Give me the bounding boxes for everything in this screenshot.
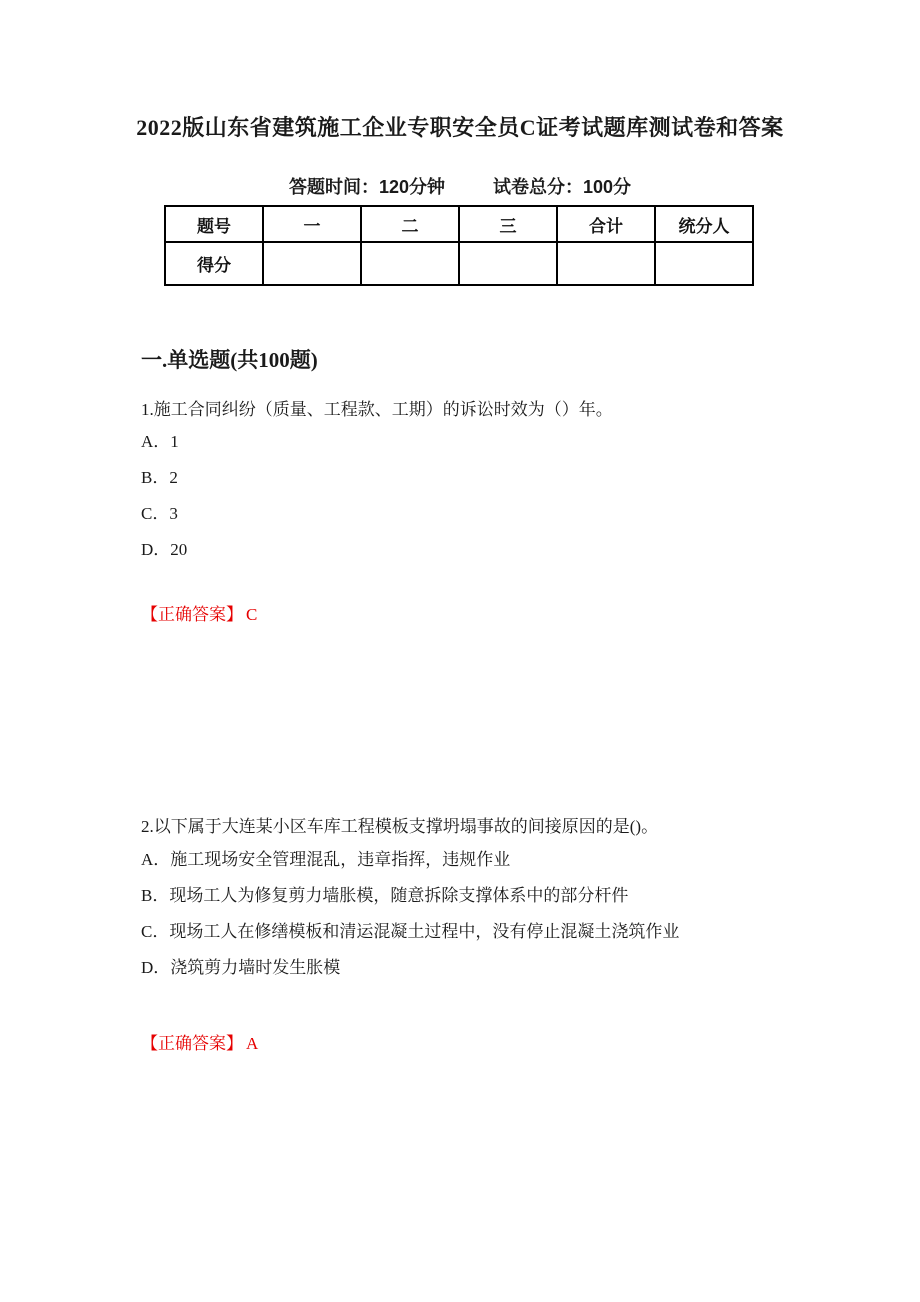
page-title: 2022版山东省建筑施工企业专职安全员C证考试题库测试卷和答案 [136,115,784,140]
question-2-answer-value: A [246,1034,259,1053]
score-table-header-total: 合计 [557,206,655,242]
score-cell-part2 [361,242,459,285]
score-row-label: 得分 [165,242,263,285]
question-1-answer-label: 【正确答案】 [141,605,243,624]
exam-total-score-label: 试卷总分：100分 [493,177,632,197]
exam-time-label: 答题时间：120分钟 [288,177,445,197]
score-table-header-question-col: 题号 [165,206,263,242]
exam-meta [0,173,920,199]
score-cell-scorer [655,242,753,285]
question-2-text: 2.以下属于大连某小区车库工程模板支撑坍塌事故的间接原因的是()。 [141,817,659,836]
question-1-text: 1.施工合同纠纷（质量、工程款、工期）的诉讼时效为（）年。 [141,400,613,419]
question-2-option-c: C．现场工人在修缮模板和清运混凝土过程中，没有停止混凝土浇筑作业 [141,922,680,941]
question-1-option-d: D．20 [141,540,188,559]
question-1-option-a: A．1 [141,432,179,451]
question-2-option-a: A．施工现场安全管理混乱，违章指挥，违规作业 [141,850,511,869]
question-2-option-b: B．现场工人为修复剪力墙胀模，随意拆除支撑体系中的部分杆件 [141,886,629,905]
score-cell-part1 [263,242,361,285]
score-table [164,205,754,286]
question-2-options [141,842,679,986]
score-table-header-part2: 二 [361,206,459,242]
score-table-header-scorer: 统分人 [655,206,753,242]
question-2-option-d: D．浇筑剪力墙时发生胀模 [141,958,341,977]
question-1-option-c: C．3 [141,504,178,523]
question-1-option-b: B．2 [141,468,178,487]
question-1-options [141,424,187,568]
score-cell-total [557,242,655,285]
score-table-score-row [165,242,753,285]
score-table-header-row [165,206,753,242]
score-cell-part3 [459,242,557,285]
question-2-answer-label: 【正确答案】 [141,1034,243,1053]
score-table-header-part1: 一 [263,206,361,242]
question-1-answer-value: C [246,605,258,624]
score-table-header-part3: 三 [459,206,557,242]
section-heading: 一.单选题(共100题) [141,348,318,372]
question-1-answer-line [141,600,257,625]
question-2-answer-line [141,1029,258,1054]
